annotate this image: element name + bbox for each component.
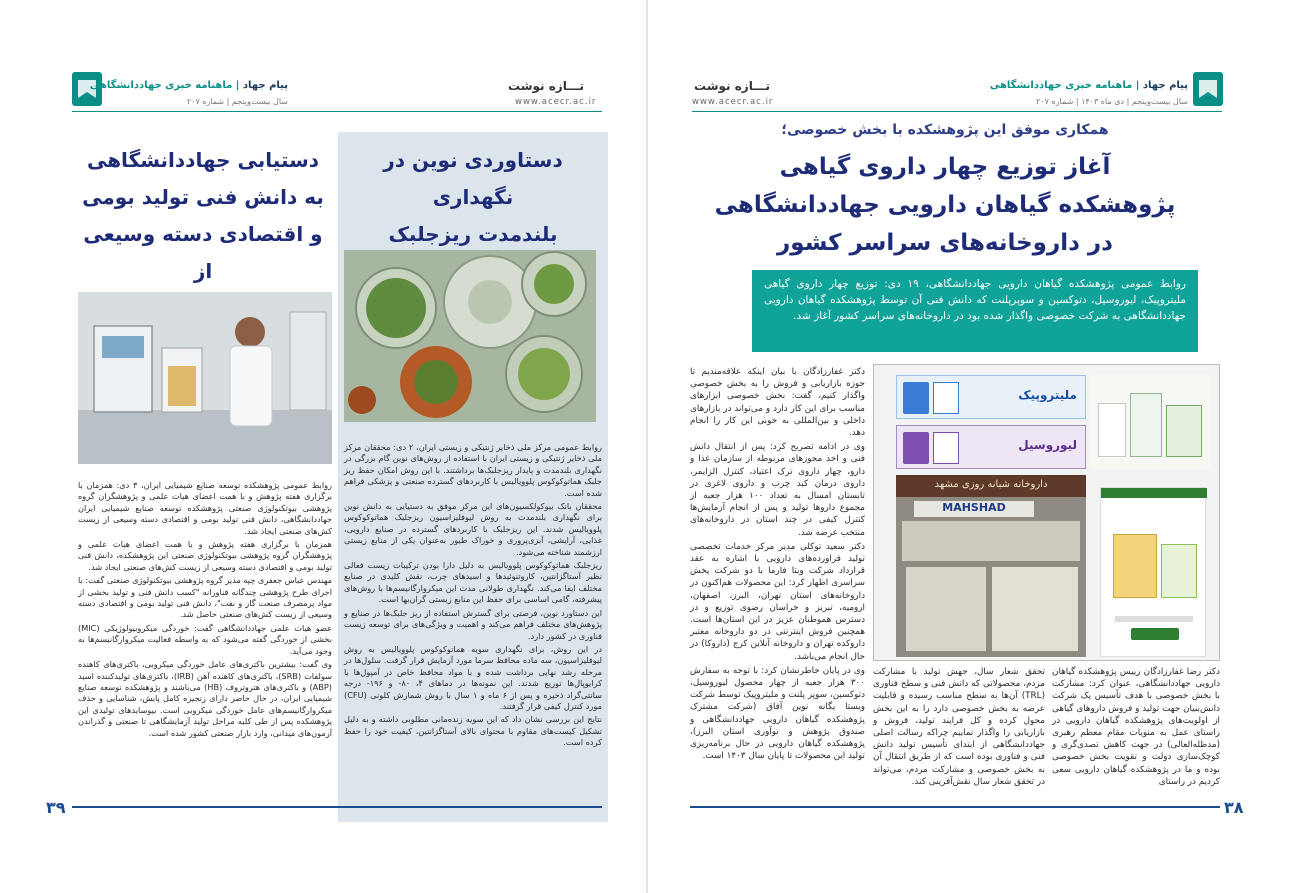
issue-meta: سال بیست‌وپنجم | شماره ۲۰۷ <box>186 97 288 106</box>
title-line: بلندمدت ریزجلبک <box>388 222 558 246</box>
product-banner-liverosil <box>896 425 1086 469</box>
site-url: www.acecr.ac.ir <box>692 97 774 107</box>
center-article-body <box>344 442 602 812</box>
pharmacy-sign-latin: MAHSHAD <box>914 501 1034 517</box>
product-banner-melitropic <box>896 375 1086 419</box>
paragraph: در این روش، برای نگهداری سویه هماتوکوکوس پلوویالیس به روش لیوفلیزاسیون، سه ماده محافظ سرما مورد آزمایش قرار گرفت. سلول‌ها در مرحله رشد نهایی برداشت شده و با مواد محافظ خاص در آمپول‌ها با کرایوپال‌ها توزیع شدند. این نمونه‌ها در دماهای ۴، ۸۰- و ۱۹۶- درجه سانتی‌گراد ذخیره و پس از ۶ ماه و ۱ سال با روش شمارش کلونی (CFU) مورد کنترل کیفی قرار گرفتند. <box>344 643 602 711</box>
algae-microscope-photo <box>344 250 596 422</box>
site-url: www.acecr.ac.ir <box>515 97 597 107</box>
paragraph: همزمان با برگزاری هفته پژوهش و با همت اعضای هیات علمی و پژوهشگران گروه پژوهشی بیوتکنولوژی صنعتی این پژوهشکده، دانش فنی تولید بومی و اقتصادی دسته وسیعی از زیست کش‌های صنعتی ایجاد شد. <box>78 539 332 572</box>
title-line: دستیابی جهاددانشگاهی <box>86 148 320 172</box>
title-line: پژوهشکده گیاهان دارویی جهاددانشگاهی <box>714 192 1176 218</box>
page-number: ۳۸ <box>1224 798 1244 817</box>
product-boxes-photo <box>1090 375 1210 469</box>
title-line: به دانش فنی تولید بومی <box>82 185 324 209</box>
header-divider <box>72 111 602 112</box>
section-tag: تـــازه نوشت <box>508 79 585 93</box>
paragraph: دکتر سعید توکلی مدیر مرکز خدمات تخصصی تولید فراورده‌های دارویی با اشاره به عقد قرارداد شرکت ویتا فارما با دو شرکت پخش سراسری اظهار کرد: این محصولات هم‌اکنون در داروخانه‌های استان تهران، البرز، اصفهان، ارومیه، تبریز و خراسان رضوی توزیع و در دسترس هموطنان عزیز در این استان‌ها است. همچنین فروش اینترنتی در دو داروخانه معتبر داروکده تهران و داروخانه آنلاین کرج (داروکا) در حال انجام می‌باشد. <box>690 541 865 662</box>
article-column-middle <box>690 366 865 762</box>
product-label: ملیتروپیک <box>1018 388 1077 402</box>
paragraph: نتایج این بررسی نشان داد که این سویه زنده‌مانی مطلوبی داشته و به دلیل تشکیل کیست‌های مقاوم با محتوای بالای آستاگزانتین، کیفیت خود را حفظ کرده است. <box>344 714 602 748</box>
paragraph: روابط عمومی پژوهشکده توسعه صنایع شیمیایی ایران، ۳ دی: همزمان با برگزاری هفته پژوهش و با همت اعضای هیات علمی و پژوهشگران گروه پژوهشی بیوتکنولوژی صنعتی پژوهشکده توسعه صنایع شیمیایی ایران جهاددانشگاهی، دانش فنی تولید بومی و اقتصادی دسته وسیعی از زیست کش‌های صنعتی ایجاد شد. <box>78 480 333 536</box>
issue-meta: سال بیست‌وپنجم | دی ماه ۱۴۰۳ | شماره ۲۰۷ <box>1036 97 1188 106</box>
header-divider <box>692 111 1222 112</box>
paragraph: این دستاورد نوین، فرصتی برای گسترش استفاده از ریز جلبک‌ها در صنایع و پژوهش‌های مختلف فراهم می‌کند و اهمیت و ویژگی‌های برای توسعه زیست فناوری در کشور دارد. <box>344 607 602 641</box>
lab-researcher-photo <box>78 292 332 464</box>
paragraph: وی در ادامه تصریح کرد: پس از انتقال دانش فنی و اخذ مجوزهای مربوطه از سازمان غذا و دارو، چهار داروی ترک اعتیاد، کنترل الزایمر، داروی درمان کبد چرب و داروی لاغری در تابستان امسال به تعداد ۱۰۰ هزار جعبه از مجموع داروها تولید و پس از انجام آزمایش‌ها کنترل کیفی در چند استان در داروخانه‌های منتخب عرضه شد. <box>690 442 865 538</box>
article-column-bottom-2: تحقق شعار سال، جهش تولید با مشارکت مردم، محصولاتی که دانش فنی و سطح فناوری (TRL) آن‌ها به سطح مناسب رسیده و قابلیت عرضه به بخش خصوصی دارد را به این بخش محول کرده و کل فرایند تولید، فروش و بازاریابی را واگذار نماییم چراکه رسالت اصلی جهاددانشگاهی از ابتدای تأسیس تولید دانش فنی و فناوری بوده است که از طریق انتقال آن به بخش خصوصی و مشارکت مردم، می‌تواند در تحقق شعار سال نقش‌آفرینی کند. <box>873 667 1045 787</box>
paragraph: ریزجلبک هماتوکوکوس پلوویالیس به دلیل دارا بودن ترکیبات زیست فعالی نظیر آستاگزانتین، کاروتنوئیدها و اسیدهای چرب، نقش کلیدی در صنایع مختلف ایفا می‌کند. نگهداری طولانی مدت این میکروارگانیسم‌ها با روش‌های پیشرفته، گامی اساسی برای حفظ این منابع زیستی گران‌بها است. <box>344 560 602 605</box>
brand-logo-icon <box>1193 72 1223 106</box>
brand-title: پیام جهاد | ماهنامه خبری جهاددانشگاهی <box>989 80 1188 91</box>
paragraph: وی گفت: بیشترین باکتری‌های عامل خوردگی میکروبی، باکتری‌های کاهنده سولفات (SRB)، باکتری‌های کاهنده آهن (IRB)، باکتری‌های تولیدکننده اسید (ABP) و باکتری‌های هتروتروف (HB) می‌باشند و پژوهشکده توسعه صنایع شیمیایی ایران، در حال حاضر دارای زنجیره کامل پایش، شناسایی و حذف میکروارگانیسم‌های عامل خوردگی میکروبی است. بیوسایدهای تولیدی این پژوهشکده پس از طی کلیه مراحل تولید آزمایشگاهی تا صنعتی و گذراندن آزمون‌های میدانی، وارد بازار صنعتی کشور شده است. <box>78 659 332 738</box>
paragraph: دکتر غفارزادگان با بیان اینکه علاقه‌مندیم تا حوزه بازاریابی و فروش را به بخش خصوصی واگذار کنیم، گفت: بخش خصوصی ابزارهای مناسب برای این کار دارد و می‌تواند در بازارهای داخلی و بین‌المللی به خوبی این کار را انجام دهد. <box>690 367 865 439</box>
paragraph: مهندس عباس جعفری چپه مدیر گروه پژوهشی بیوتکنولوژی صنعتی گفت: با اجرای طرح پژوهشی چندگانه فناورانه "کسب دانش فنی و تولید بخشی از مواد پرمصرف صنعت گاز و نفت"، دانش فنی تولید بومی و اقتصادی دسته وسیعی از زیست کش‌های صنعتی حاصل شد. <box>78 575 332 620</box>
footer-line <box>72 806 602 808</box>
title-line: آغاز توزیع چهار داروی گیاهی <box>779 154 1111 180</box>
title-line: و اقتصادی دسته وسیعی از <box>83 222 323 283</box>
pharmacy-sign: داروخانه شبانه روزی مشهد <box>934 479 1048 490</box>
product-label: لیوروسیل <box>1018 438 1077 452</box>
brand-title: پیام جهاد | ماهنامه خبری جهاددانشگاهی <box>89 80 288 91</box>
article-kicker: همکاری موفق این پژوهشکده با بخش خصوصی؛ <box>781 122 1109 138</box>
article-title <box>690 148 1200 262</box>
title-line: در داروخانه‌های سراسر کشور <box>777 230 1113 256</box>
paragraph: عضو هیات علمی جهاددانشگاهی گفت: خوردگی میکروبیولوژیکی (MIC) بخشی از خوردگی گفته می‌شود که به واسطه فعالیت میکروارگانیسم‌ها به وجود می‌آید. <box>78 622 332 656</box>
pharmacy-storefront-photo <box>896 475 1086 657</box>
web-store-screenshot <box>1100 487 1206 657</box>
product-photo-collage <box>873 364 1220 661</box>
section-tag: تـــازه نوشت <box>694 79 771 93</box>
paragraph: روابط عمومی مرکز ملی ذخایر ژنتیکی و زیستی ایران، ۲ دی: محققان مرکز ملی ذخایر ژنتیکی و زیستی ایران با استفاده از روش‌های نوین گام بزرگی در نگهداری بلندمدت و پایدار ریزجلبک‌ها برداشتند. با این روش امکان حفظ ریز جلبک هماتوکوکوس پلوویالیس با کاربردهای گسترده صنعتی و پزشکی فراهم شده است. <box>344 442 602 498</box>
page-number: ۳۹ <box>46 798 66 817</box>
footer-line <box>690 806 1220 808</box>
article-lead: روابط عمومی پژوهشکده گیاهان دارویی جهاددانشگاهی، ۱۹ دی: توزیع چهار داروی گیاهی ملیتروپیک، لیوروسیل، دتوکسین و سوپرپلنت که دانش فنی آن توسط پژوهشکده گیاهان دارویی جهاددانشگاهی به شرکت خصوصی واگذار شده بود در داروخانه‌های سراسر کشور آغاز شد. <box>752 270 1198 352</box>
title-line: دستاوردی نوین در نگهداری <box>383 148 563 209</box>
left-article-body <box>78 480 332 812</box>
paragraph: وی در پایان خاطرنشان کرد: با توجه به سفارش ۳۰۰ هزار جعبه از چهار محصول لیوروسیل، دتوکسین، سوپر پلنت و ملیتروپیک توسط شرکت ویستا یگانه نوین آفاق (شرکت مشترک پژوهشکده گیاهان دارویی جهاددانشگاهی و صندوق پژوهش و نوآوری استان البرز)، پژوهشکده گیاهان دارویی در حال برنامه‌ریزی تولید این محصولات تا پایان سال ۱۴۰۳ است. <box>690 665 865 762</box>
paragraph: محققان بانک بیوکولکسیون‌های این مرکز موفق به دستیابی به دانش نوین برای نگهداری بلندمدت به روش لیوفلیزاسیون ریزجلبک هماتوکوکوس پلوویالیس شدند. این ریزجلبک با کاربردهای گسترده در صنایع دارویی، غذایی، آرایشی، آبزی‌پروری و خوراک طیور به‌عنوان یکی از منابع زیستی ارزشمند شناخته می‌شود. <box>344 501 602 557</box>
article-column-bottom-1: دکتر رضا غفارزادگان رییس پژوهشکده گیاهان دارویی جهاددانشگاهی، عنوان کرد: مشارکت با بخش خصوصی با هدف تأسیس یک شرکت دانش‌بنیان جهت تولید و فروش داروهای گیاهی از اولویت‌های پژوهشکده گیاهان دارویی در راستای عمل به منویات مقام معظم رهبری (مدظله‌العالی) در جهت کاهش تصدی‌گری و کوچک‌سازی دولت و تقویت بخش خصوصی بوده و ما در پژوهشکده گیاهان دارویی سعی کردیم در راستای <box>1052 667 1220 787</box>
